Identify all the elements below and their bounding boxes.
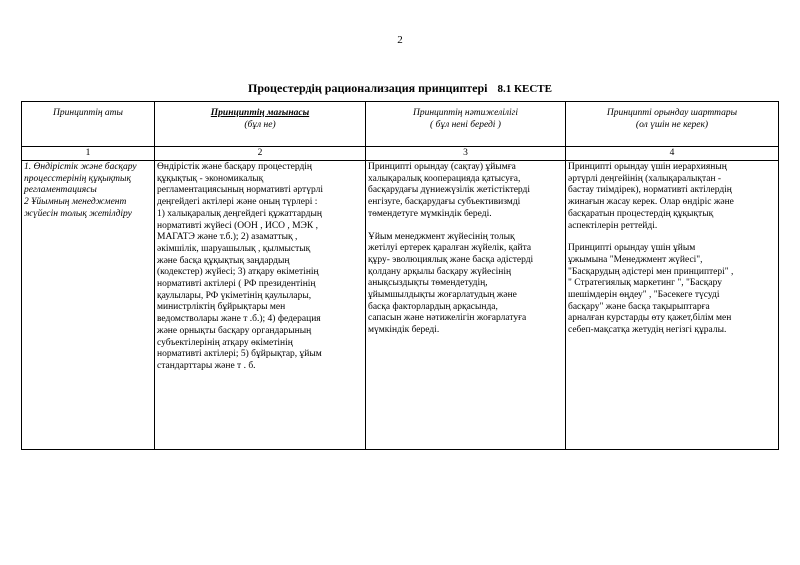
text-line: себеп-мақсатқа жетудің негізгі құралы. bbox=[568, 325, 727, 336]
text-line: 1) халықаралық деңгейдегі құжаттардың bbox=[157, 208, 322, 219]
table-header-row bbox=[22, 102, 779, 147]
text-line: басқаратын процестердің құқықтық bbox=[568, 208, 714, 219]
header-2-line1: Принциптің мағынасы bbox=[210, 108, 310, 118]
text-line: енгізуге, басқарудағы субъективизмді bbox=[368, 197, 521, 208]
text-line: басқарудағы дүниежүзілік жетістіктерді bbox=[368, 185, 531, 196]
text-line: "Басқарудың әдістері мен принциптері" , bbox=[568, 266, 734, 277]
header-2-line2: (бұл не) bbox=[244, 119, 276, 130]
text-line: аспектілерін реттейді. bbox=[568, 220, 658, 231]
column-number: 2 bbox=[155, 147, 366, 161]
text-line: басқа факторлардың арқасында, bbox=[368, 301, 498, 312]
title-text: Процестердің рационализация принциптері bbox=[248, 81, 488, 95]
text-line: деңгейдегі актілері және оның түрлері : bbox=[157, 197, 318, 208]
text-line: бастау тиімдірек), нормативті актілердің bbox=[568, 185, 732, 196]
text-line: жинағын жасау керек. Олар өндіріс және bbox=[568, 197, 734, 208]
text-line: және басқа құқықтық заңдардың bbox=[157, 255, 290, 266]
text-line: ұйымшылдықты жоғарлатудың және bbox=[368, 290, 517, 301]
header-principle-meaning bbox=[155, 102, 366, 147]
text-line: (кодекстер) жүйесі; 3) атқару өкіметінің bbox=[157, 267, 319, 278]
header-4-line2: (ол үшін не керек) bbox=[635, 119, 709, 130]
principles-table bbox=[21, 101, 779, 450]
text-line: сапасын және нәтижелігін жоғарлатуға bbox=[368, 313, 527, 324]
text-line: МАГАТЭ және т.б.); 2) азаматтық , bbox=[157, 232, 298, 243]
table-body-row bbox=[22, 161, 779, 450]
header-principle-name bbox=[22, 102, 155, 147]
text-line: нормативті актілері ( РФ президентінің bbox=[157, 279, 316, 290]
paragraph-gap bbox=[568, 232, 776, 243]
text-line: Принципті орындау үшін иерархияның bbox=[568, 162, 727, 172]
text-line: төмендетуге мүмкіндік береді. bbox=[368, 208, 492, 219]
text-line: және орнықты басқару органдарының bbox=[157, 325, 312, 336]
text-line: мүмкіндік береді. bbox=[368, 325, 440, 336]
text-line: субъектілерінің атқару өкіметінің bbox=[157, 337, 293, 348]
text-line: әкімшілік, шаруашылық , қылмыстық bbox=[157, 243, 311, 254]
text-line: ведомстволары және т .б.); 4) федерация bbox=[157, 314, 321, 325]
text-line: жетілуі ертерек қаралған жүйелік, қайта bbox=[368, 243, 532, 254]
column-number: 3 bbox=[366, 147, 566, 161]
principle-meaning-cell bbox=[155, 161, 366, 450]
text-line: ұжымына "Менеджмент жүйесі", bbox=[568, 254, 703, 265]
text-line: стандарттары және т . б. bbox=[157, 360, 256, 371]
text-line: нормативті жүйесі (ООН , ИСО , МЭК , bbox=[157, 220, 318, 231]
text-line: әртүрлі деңгейінің (халықаралықтан - bbox=[568, 173, 722, 184]
principle-name: 2 Ұйымның менеджмент жүйесін толық жетілдіру bbox=[24, 197, 132, 219]
text-line: " Стратегиялық маркетинг ", "Басқару bbox=[568, 278, 722, 289]
header-principle-conditions bbox=[566, 102, 779, 147]
text-line: Өндірістік және басқару процестердің bbox=[157, 162, 312, 172]
header-4-line1: Принципті орындау шарттары bbox=[606, 108, 738, 118]
column-number: 1 bbox=[22, 147, 155, 161]
header-1-text: Принциптің аты bbox=[53, 108, 123, 118]
table-number: 8.1 КЕСТЕ bbox=[497, 83, 552, 95]
page-title bbox=[0, 81, 800, 96]
principle-effectiveness-cell bbox=[366, 161, 566, 450]
page-number: 2 bbox=[397, 34, 403, 46]
text-line: анықсыздықты төмендетудің, bbox=[368, 278, 488, 289]
text-line: басқару" және басқа тақырыптарға bbox=[568, 301, 710, 312]
text-line: қолдану арқылы басқару жүйесінің bbox=[368, 266, 512, 277]
column-number-row bbox=[22, 147, 779, 161]
header-principle-effectiveness bbox=[366, 102, 566, 147]
text-line: Принципті орындау (сақтау) ұйымға bbox=[368, 162, 516, 172]
column-number: 4 bbox=[566, 147, 779, 161]
text-line: құқықтық - экономикалық bbox=[157, 173, 264, 184]
text-line: Ұйым менеджмент жүйесінің толық bbox=[368, 231, 515, 242]
text-line: қаулылары, РФ үкіметінің қаулылары, bbox=[157, 290, 312, 301]
principle-conditions-cell bbox=[566, 161, 779, 450]
principle-names-cell bbox=[22, 161, 155, 450]
text-line: регламентациясының нормативті әртүрлі bbox=[157, 185, 323, 196]
header-3-line1: Принциптің нәтижелілігі bbox=[412, 108, 519, 118]
text-line: халықаралық кооперацияда қатысуға, bbox=[368, 173, 521, 184]
text-line: нормативті актілері; 5) бұйрықтар, ұйым bbox=[157, 349, 322, 360]
text-line: шешімдерін өңдеу" , "Бәсекеге түсуді bbox=[568, 290, 720, 301]
header-3-line2: ( бұл нені береді ) bbox=[430, 119, 501, 130]
principle-name: 1. Өндірістік және басқару процесстерінің құқықтық регламентациясы bbox=[24, 162, 137, 196]
text-line: Принципті орындау үшін ұйым bbox=[568, 243, 696, 254]
paragraph-gap bbox=[368, 221, 563, 232]
text-line: министрліктің бұйрықтары мен bbox=[157, 302, 286, 313]
text-line: құру- эволюциялық және басқа әдістерді bbox=[368, 254, 534, 265]
text-line: арналған курстарды өту қажет,білім мен bbox=[568, 313, 732, 324]
